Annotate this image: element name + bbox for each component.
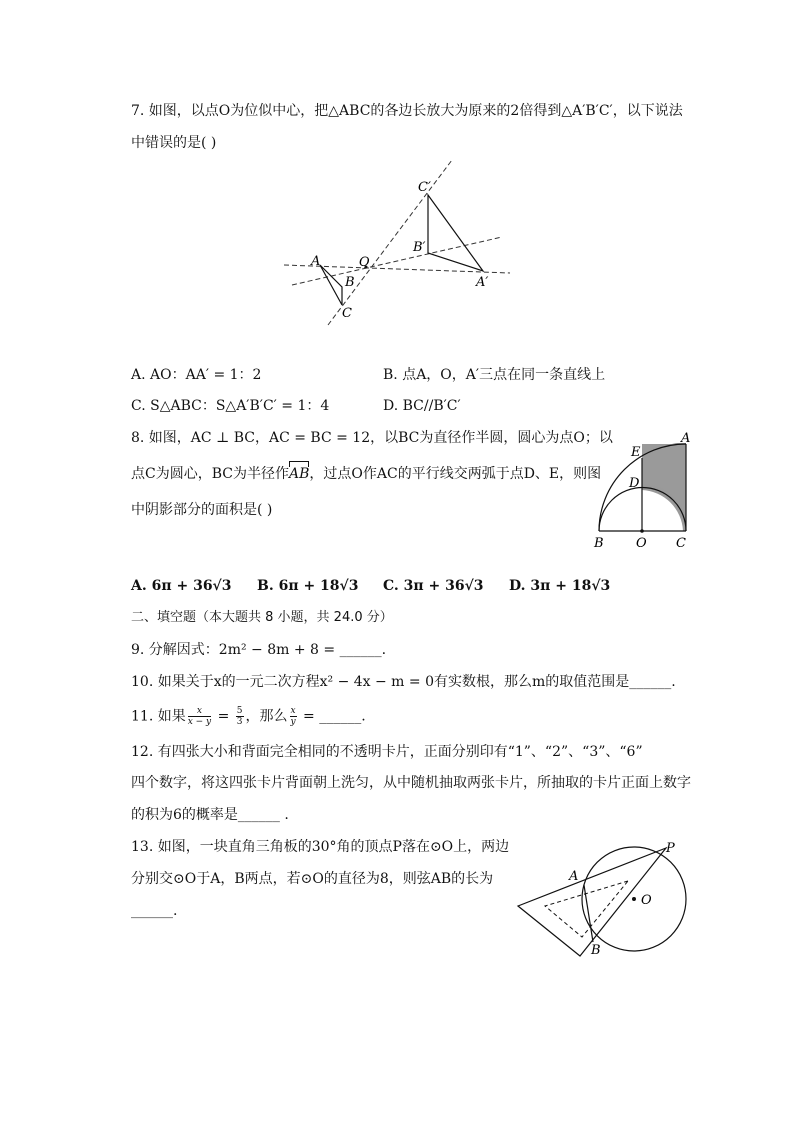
- q7-stem-line1: 7. 如图，以点O为位似中心，把△ABC的各边长放大为原来的2倍得到△A′B′C′，以下说法: [131, 103, 683, 119]
- q7-option-a: A. AO：AA′ = 1：2: [131, 367, 262, 383]
- q11-eq: =: [213, 708, 234, 725]
- q7-label-c: C: [342, 306, 352, 321]
- q8-option-b: B. 6π + 18√3: [257, 578, 359, 594]
- q8-arc-ab: AB: [288, 466, 310, 482]
- q11-post: = ______.: [298, 708, 366, 725]
- q13-stem-line3: ______.: [131, 903, 178, 919]
- q11-pre: 11. 如果: [131, 708, 186, 725]
- q13-figure: [515, 835, 695, 960]
- section-header-fill-in: 二、填空题（本大题共 8 小题，共 24.0 分）: [131, 610, 393, 625]
- q8-label-o: O: [636, 536, 647, 551]
- q11-mid: ，那么: [245, 708, 288, 725]
- q13-label-o: O: [641, 893, 652, 908]
- q7-label-cprime: C′: [418, 180, 431, 195]
- q8-label-c: C: [676, 536, 686, 551]
- q7-label-b: B: [345, 275, 355, 290]
- q8-option-c: C. 3π + 36√3: [383, 578, 484, 594]
- q11-frac2-num: 5: [236, 706, 243, 716]
- q11-frac3-den: y: [290, 717, 296, 727]
- q11-frac2: [236, 706, 244, 727]
- q13-label-a: A: [569, 869, 579, 884]
- q13-label-p: P: [666, 841, 675, 856]
- q8-label-e: E: [631, 445, 641, 460]
- q7-label-aprime: A′: [476, 275, 489, 290]
- q7-label-a: A: [311, 254, 321, 269]
- q7-option-d: D. BC//B′C′: [383, 398, 461, 414]
- q7-label-o: O: [359, 255, 370, 270]
- q11-frac3: [290, 706, 297, 727]
- q8-line2-pre: 点C为圆心，BC为半径作: [131, 466, 289, 482]
- q7-figure: [280, 155, 520, 330]
- q7-label-bprime: B′: [413, 240, 426, 255]
- q8-stem-line2: [131, 464, 601, 484]
- q11-frac1-num: x: [188, 706, 211, 717]
- q8-figure: [590, 428, 700, 553]
- q8-option-a: A. 6π + 36√3: [131, 578, 232, 594]
- q8-label-b: B: [594, 536, 604, 551]
- q8-label-a: A: [681, 431, 691, 446]
- q13-stem-line2: 分别交⊙O于A，B两点，若⊙O的直径为8，则弦AB的长为: [131, 871, 494, 887]
- q7-option-c: C. S△ABC：S△A′B′C′ = 1：4: [131, 398, 330, 414]
- q11-frac2-den: 3: [236, 717, 243, 727]
- q11-frac3-num: x: [290, 706, 296, 716]
- q12-stem-line3: 的积为6的概率是______ .: [131, 807, 289, 823]
- q13-stem-line1: 13. 如图，一块直角三角板的30°角的顶点P落在⊙O上，两边: [131, 839, 510, 855]
- q7-option-b: B. 点A，O，A′三点在同一条直线上: [383, 367, 606, 383]
- q11-frac1: [188, 706, 211, 727]
- q8-label-d: D: [629, 476, 640, 491]
- q12-stem-line1: 12. 有四张大小和背面完全相同的不透明卡片，正面分别印有“1”、“2”、“3”、“6”: [131, 744, 643, 760]
- q12-stem-line2: 四个数字，将这四张卡片背面朝上洗匀，从中随机抽取两张卡片，所抽取的卡片正面上数字: [131, 775, 691, 791]
- q8-stem-line1: 8. 如图，AC ⊥ BC，AC = BC = 12，以BC为直径作半圆，圆心为点O；以: [131, 430, 613, 446]
- q8-option-d: D. 3π + 18√3: [509, 578, 611, 594]
- q8-line2-post: ，过点O作AC的平行线交两弧于点D、E，则图: [309, 466, 602, 482]
- q11-frac1-den: x − y: [187, 717, 212, 727]
- q13-label-b: B: [591, 943, 601, 958]
- q7-stem-line2: 中错误的是( ): [131, 135, 217, 151]
- q8-stem-line3: 中阴影部分的面积是( ): [131, 502, 273, 518]
- q9-stem: 9. 分解因式：2m² − 8m + 8 = ______.: [131, 642, 387, 658]
- q11-stem: [131, 706, 366, 727]
- q10-stem: 10. 如果关于x的一元二次方程x² − 4x − m = 0有实数根，那么m的取值范围是______.: [131, 674, 676, 690]
